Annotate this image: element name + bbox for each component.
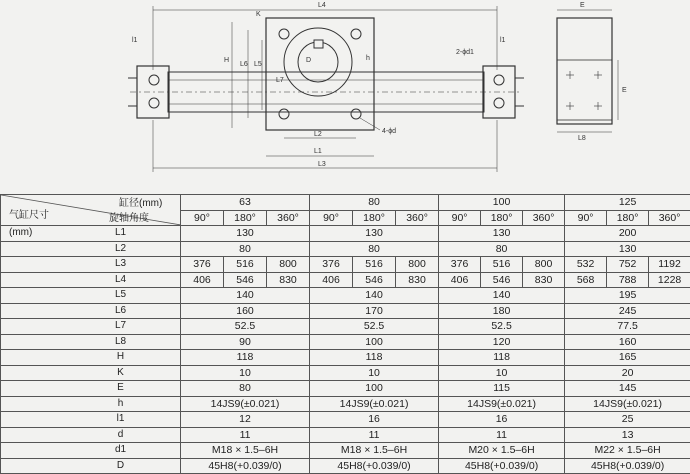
angle-cell: 180° — [353, 210, 396, 226]
value-cell: 546 — [353, 272, 396, 288]
value-cell: M22 × 1.5–6H — [565, 443, 690, 459]
value-cell: 180 — [439, 303, 565, 319]
param-label — [1, 443, 181, 459]
value-cell: 120 — [439, 334, 565, 350]
table-row — [1, 226, 690, 242]
param-label — [1, 350, 181, 366]
value-cell: 118 — [310, 350, 439, 366]
value-cell: 11 — [310, 427, 439, 443]
value-cell: 11 — [181, 427, 310, 443]
param-name: L4 — [114, 273, 127, 285]
param-label — [1, 226, 181, 242]
value-cell: 14JS9(±0.021) — [439, 396, 565, 412]
param-label — [1, 365, 181, 381]
table-row — [1, 334, 690, 350]
table-row — [1, 303, 690, 319]
param-name: K — [117, 366, 124, 378]
table-row — [1, 272, 690, 288]
param-label — [1, 334, 181, 350]
value-cell: 115 — [439, 381, 565, 397]
value-cell: 10 — [310, 365, 439, 381]
label-L4: L4 — [318, 2, 326, 9]
value-cell: 546 — [224, 272, 267, 288]
param-label — [1, 381, 181, 397]
angle-cell: 180° — [481, 210, 523, 226]
label-l1-right: l1 — [500, 37, 506, 44]
value-cell: 13 — [565, 427, 690, 443]
angle-cell: 360° — [523, 210, 565, 226]
param-name: L5 — [114, 289, 127, 301]
value-cell: 160 — [565, 334, 690, 350]
value-cell: 145 — [565, 381, 690, 397]
spec-body — [1, 226, 690, 474]
label-h: h — [366, 55, 370, 62]
param-label — [1, 458, 181, 474]
value-cell: 800 — [523, 257, 565, 273]
label-l1-left: l1 — [132, 37, 138, 44]
param-label — [1, 272, 181, 288]
value-cell: 406 — [439, 272, 481, 288]
param-name: H — [116, 351, 125, 363]
value-cell: 14JS9(±0.021) — [565, 396, 690, 412]
param-name: L8 — [114, 335, 127, 347]
param-label — [1, 412, 181, 428]
value-cell: 140 — [181, 288, 310, 304]
value-cell: 516 — [481, 257, 523, 273]
label-L2: L2 — [314, 131, 322, 138]
value-cell: 376 — [181, 257, 224, 273]
param-name: L7 — [114, 320, 127, 332]
value-cell: 100 — [310, 381, 439, 397]
label-L1: L1 — [314, 148, 322, 155]
unit-label: (mm) — [9, 227, 33, 239]
param-name: D — [116, 459, 125, 471]
spec-table — [0, 194, 690, 474]
param-name: d1 — [114, 444, 127, 456]
value-cell: 45H8(+0.039/0) — [565, 458, 690, 474]
value-cell: M18 × 1.5–6H — [310, 443, 439, 459]
value-cell: 200 — [565, 226, 690, 242]
value-cell: 516 — [224, 257, 267, 273]
param-name: d — [117, 428, 124, 440]
value-cell: 52.5 — [310, 319, 439, 335]
table-row — [1, 257, 690, 273]
value-cell: 12 — [181, 412, 310, 428]
param-name: h — [117, 397, 124, 409]
label-L7: L7 — [276, 77, 284, 84]
angle-cell: 90° — [439, 210, 481, 226]
value-cell: 118 — [181, 350, 310, 366]
param-name: L6 — [114, 304, 127, 316]
value-cell: 165 — [565, 350, 690, 366]
angle-cell: 90° — [310, 210, 353, 226]
dimension-label: 气缸尺寸 — [9, 210, 49, 221]
value-cell: 80 — [439, 241, 565, 257]
param-label — [1, 396, 181, 412]
bore-125: 125 — [565, 195, 690, 211]
angle-cell: 90° — [565, 210, 607, 226]
value-cell: 10 — [181, 365, 310, 381]
value-cell: 532 — [565, 257, 607, 273]
value-cell: 25 — [565, 412, 690, 428]
rotary-cylinder-drawing — [0, 0, 690, 190]
label-K: K — [256, 11, 261, 18]
param-name: l1 — [116, 413, 125, 425]
value-cell: 568 — [565, 272, 607, 288]
value-cell: 1228 — [649, 272, 690, 288]
value-cell: 516 — [353, 257, 396, 273]
label-4-phi-d: 4-ϕd — [382, 128, 397, 135]
value-cell: 80 — [181, 241, 310, 257]
table-row — [1, 241, 690, 257]
value-cell: 800 — [396, 257, 439, 273]
value-cell: 830 — [523, 272, 565, 288]
angle-cell: 180° — [607, 210, 649, 226]
table-row — [1, 396, 690, 412]
table-row — [1, 350, 690, 366]
param-name: L1 — [114, 227, 127, 239]
value-cell: 130 — [310, 226, 439, 242]
value-cell: 45H8(+0.039/0) — [439, 458, 565, 474]
value-cell: 376 — [310, 257, 353, 273]
angle-cell: 180° — [224, 210, 267, 226]
value-cell: 140 — [310, 288, 439, 304]
value-cell: 52.5 — [181, 319, 310, 335]
bore-header-row — [1, 195, 690, 211]
value-cell: 16 — [310, 412, 439, 428]
value-cell: 752 — [607, 257, 649, 273]
angle-cell: 90° — [181, 210, 224, 226]
bore-100: 100 — [439, 195, 565, 211]
value-cell: 140 — [439, 288, 565, 304]
param-label — [1, 427, 181, 443]
label-d1: 2-ϕd1 — [456, 49, 474, 56]
label-D: D — [306, 57, 312, 64]
angle-label: 旋轴角度 — [109, 213, 149, 224]
value-cell: 800 — [267, 257, 310, 273]
value-cell: 130 — [565, 241, 690, 257]
value-cell: 406 — [181, 272, 224, 288]
value-cell: 100 — [310, 334, 439, 350]
param-label — [1, 241, 181, 257]
table-row — [1, 427, 690, 443]
param-label — [1, 288, 181, 304]
value-cell: 14JS9(±0.021) — [181, 396, 310, 412]
value-cell: 20 — [565, 365, 690, 381]
value-cell: 195 — [565, 288, 690, 304]
label-H: H — [224, 57, 230, 64]
table-row — [1, 381, 690, 397]
table-row — [1, 443, 690, 459]
value-cell: 130 — [439, 226, 565, 242]
value-cell: 788 — [607, 272, 649, 288]
value-cell: 1192 — [649, 257, 690, 273]
angle-cell: 360° — [649, 210, 690, 226]
table-row — [1, 365, 690, 381]
value-cell: 45H8(+0.039/0) — [310, 458, 439, 474]
value-cell: M20 × 1.5–6H — [439, 443, 565, 459]
param-label — [1, 319, 181, 335]
param-name: L2 — [114, 242, 127, 254]
value-cell: 160 — [181, 303, 310, 319]
value-cell: 376 — [439, 257, 481, 273]
table-row — [1, 288, 690, 304]
label-L5: L5 — [254, 61, 262, 68]
label-E-side: E — [622, 87, 627, 94]
value-cell: 118 — [439, 350, 565, 366]
value-cell: 10 — [439, 365, 565, 381]
value-cell: 830 — [267, 272, 310, 288]
value-cell: 80 — [310, 241, 439, 257]
value-cell: 52.5 — [439, 319, 565, 335]
value-cell: 546 — [481, 272, 523, 288]
bore-63: 63 — [181, 195, 310, 211]
value-cell: 16 — [439, 412, 565, 428]
table-row — [1, 412, 690, 428]
table-corner — [1, 195, 181, 226]
value-cell: 830 — [396, 272, 439, 288]
angle-cell: 360° — [267, 210, 310, 226]
param-name: E — [117, 382, 124, 394]
value-cell: 14JS9(±0.021) — [310, 396, 439, 412]
value-cell: 90 — [181, 334, 310, 350]
angle-cell: 360° — [396, 210, 439, 226]
value-cell: 245 — [565, 303, 690, 319]
label-E-top: E — [580, 2, 585, 9]
value-cell: M18 × 1.5–6H — [181, 443, 310, 459]
value-cell: 77.5 — [565, 319, 690, 335]
param-label — [1, 257, 181, 273]
table-row — [1, 458, 690, 474]
value-cell: 11 — [439, 427, 565, 443]
param-label — [1, 303, 181, 319]
value-cell: 45H8(+0.039/0) — [181, 458, 310, 474]
label-L6: L6 — [240, 61, 248, 68]
label-L3: L3 — [318, 161, 326, 168]
value-cell: 130 — [181, 226, 310, 242]
param-name: L3 — [114, 258, 127, 270]
bore-label: 缸径(mm) — [119, 198, 163, 209]
label-L8: L8 — [578, 135, 586, 142]
value-cell: 80 — [181, 381, 310, 397]
table-row — [1, 319, 690, 335]
bore-80: 80 — [310, 195, 439, 211]
value-cell: 170 — [310, 303, 439, 319]
value-cell: 406 — [310, 272, 353, 288]
